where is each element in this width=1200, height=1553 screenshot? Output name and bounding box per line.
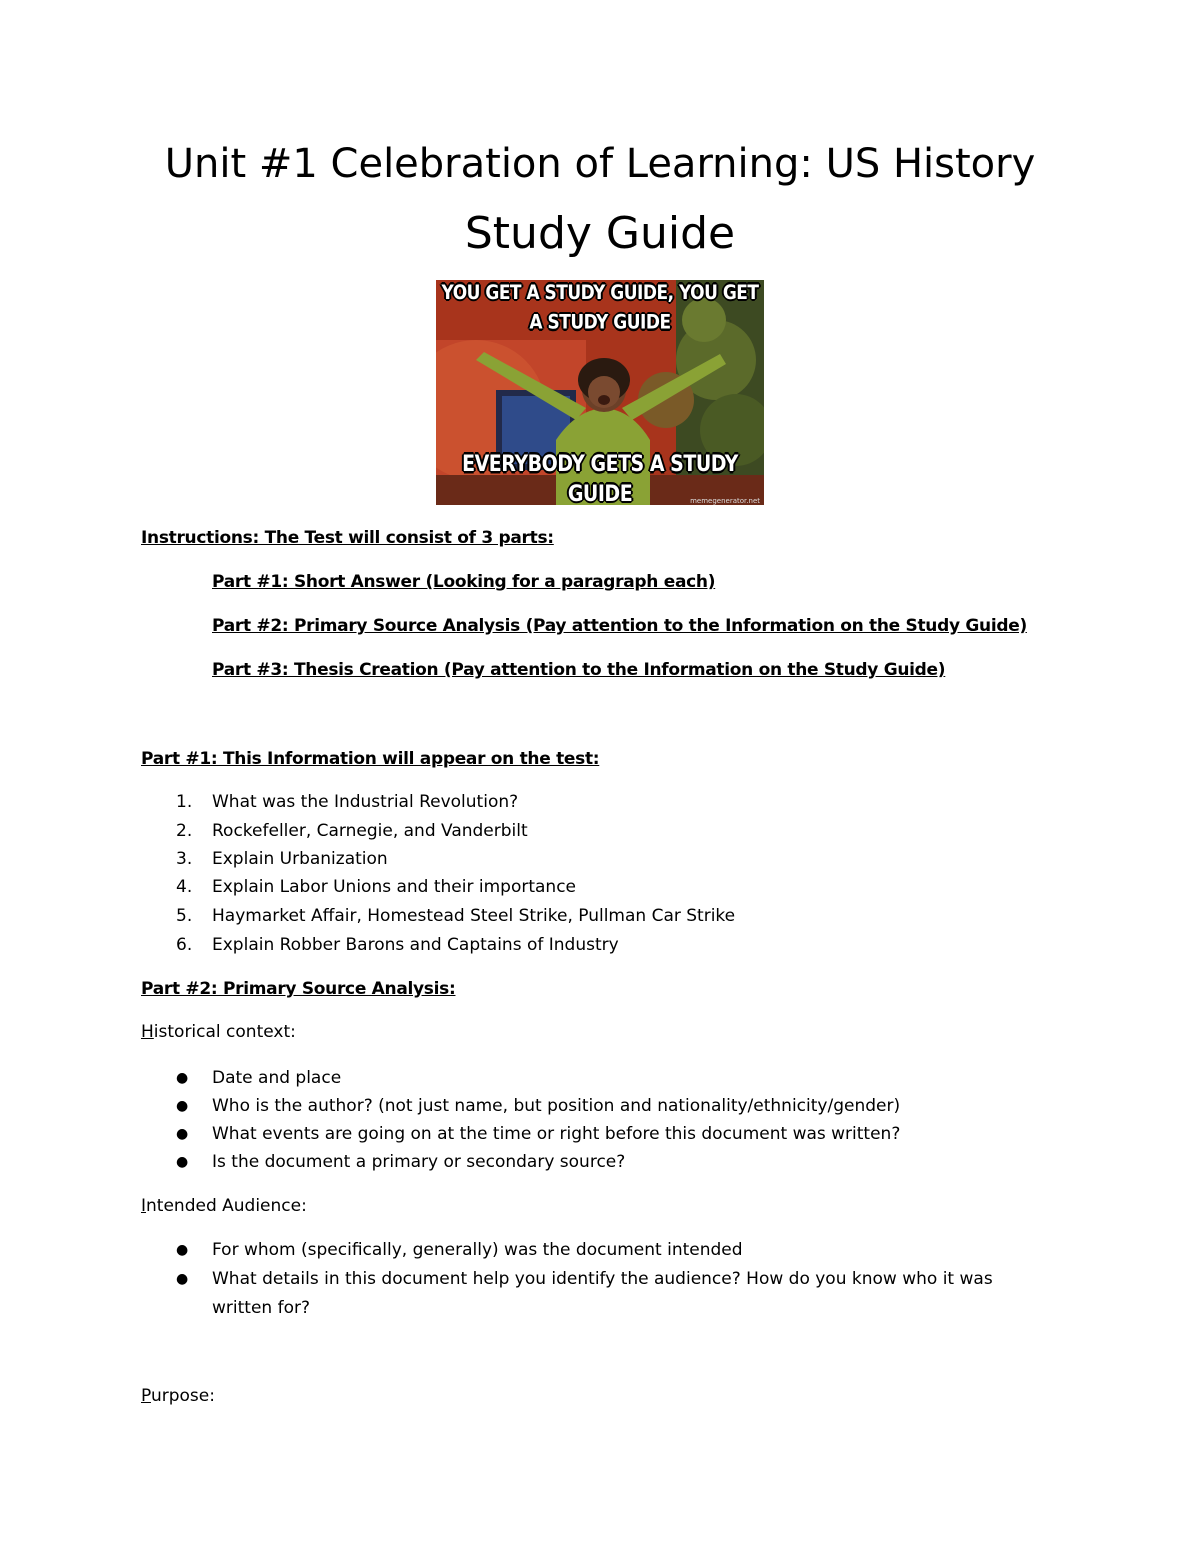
list-item-continuation: written for? <box>212 1298 310 1318</box>
meme-credit: memegenerator.net <box>690 497 760 505</box>
label-rest: urpose: <box>150 1386 215 1406</box>
instruction-part-3: Part #3: Thesis Creation (Pay attention to the Information on the Study Guide) <box>212 660 946 680</box>
list-item: What events are going on at the time or right before this document was written? <box>212 1124 901 1144</box>
page-title: Unit #1 Celebration of Learning: US History <box>164 141 1036 187</box>
list-text: Rockefeller, Carnegie, and Vanderbilt <box>212 821 528 841</box>
bullet-icon: ● <box>176 1070 189 1086</box>
list-item: Date and place <box>212 1068 342 1088</box>
bullet-icon: ● <box>176 1126 189 1142</box>
instruction-part-1: Part #1: Short Answer (Looking for a paragraph each) <box>212 572 716 592</box>
meme-top-text: YOU GET A STUDY GUIDE, YOU GET A STUDY GUIDE <box>441 281 759 335</box>
list-item: What details in this document help you identify the audience? How do you know who it was <box>212 1269 993 1289</box>
meme-image <box>436 280 764 505</box>
list-number: 5. <box>176 906 193 926</box>
label-rest: ntended Audience: <box>146 1196 307 1216</box>
purpose-label <box>141 1384 215 1408</box>
list-number: 1. <box>176 792 193 812</box>
instructions-heading: Instructions: The Test will consist of 3 parts: <box>141 528 554 548</box>
label-initial: P <box>141 1386 151 1406</box>
list-text: Explain Urbanization <box>212 849 388 869</box>
label-rest: istorical context: <box>153 1022 296 1042</box>
bullet-icon: ● <box>176 1271 189 1287</box>
bullet-icon: ● <box>176 1242 189 1258</box>
list-number: 3. <box>176 849 193 869</box>
list-item: For whom (specifically, generally) was the document intended <box>212 1240 743 1260</box>
bullet-icon: ● <box>176 1098 189 1114</box>
bullet-icon: ● <box>176 1154 189 1170</box>
list-number: 2. <box>176 821 193 841</box>
list-text: What was the Industrial Revolution? <box>212 792 519 812</box>
page-subtitle: Study Guide <box>464 208 736 259</box>
label-initial: I <box>141 1196 147 1216</box>
label-initial: H <box>141 1022 154 1042</box>
list-item: Is the document a primary or secondary source? <box>212 1152 626 1172</box>
meme-bottom-text: EVERYBODY GETS A STUDY GUIDE <box>462 451 738 505</box>
list-text: Explain Labor Unions and their importance <box>212 877 577 897</box>
part1-heading: Part #1: This Information will appear on the test: <box>141 749 600 769</box>
list-text: Explain Robber Barons and Captains of Industry <box>212 935 619 955</box>
part2-heading: Part #2: Primary Source Analysis: <box>141 979 456 999</box>
list-item: Who is the author? (not just name, but position and nationality/ethnicity/gender) <box>212 1096 901 1116</box>
intended-audience-label <box>141 1194 307 1218</box>
list-number: 4. <box>176 877 193 897</box>
instruction-part-2: Part #2: Primary Source Analysis (Pay attention to the Information on the Study Guide) <box>212 616 1027 636</box>
historical-context-label <box>141 1020 296 1044</box>
list-text: Haymarket Affair, Homestead Steel Strike, Pullman Car Strike <box>212 906 736 926</box>
list-number: 6. <box>176 935 193 955</box>
